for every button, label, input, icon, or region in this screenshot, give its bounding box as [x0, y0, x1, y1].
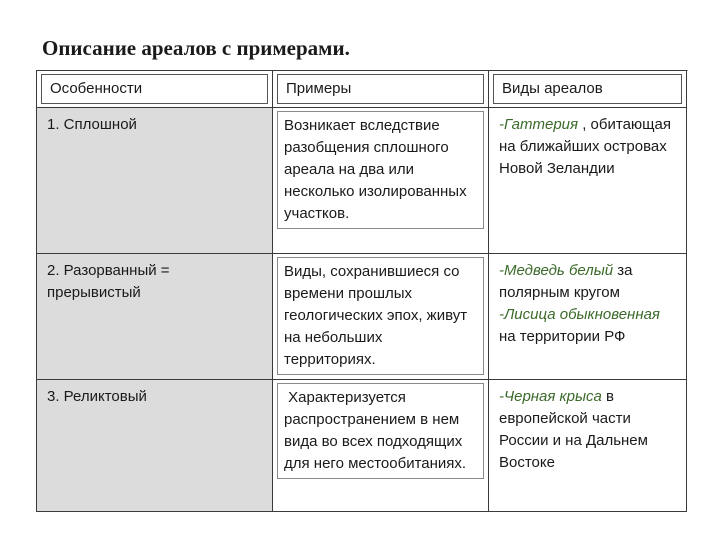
- feature-text: 2. Разорванный = прерывистый: [41, 257, 268, 307]
- species-range: в европейской части России и на Дальнем Востоке: [499, 388, 648, 471]
- feature-cell: [37, 254, 273, 380]
- species-name: Лисица обыкновенная: [504, 306, 660, 323]
- header-examples-label: Примеры: [277, 74, 484, 104]
- species-name: Черная крыса: [504, 388, 602, 405]
- example-cell: [273, 108, 489, 254]
- header-features-label: Особенности: [41, 74, 268, 104]
- types-text: [493, 383, 682, 477]
- types-text: [493, 111, 682, 183]
- example-cell: [273, 254, 489, 380]
- types-cell: [489, 380, 687, 512]
- table-row: [37, 108, 687, 254]
- species-dash: -: [499, 388, 504, 405]
- example-cell: [273, 380, 489, 512]
- species-dash: -: [499, 306, 504, 323]
- header-types: [489, 71, 687, 108]
- example-text: Возникает вследствие разобщения сплошного ареала на два или несколько изолированных участков.: [277, 111, 484, 229]
- feature-cell: [37, 108, 273, 254]
- species-dash: -: [499, 116, 504, 133]
- header-features: [37, 71, 273, 108]
- types-text: [493, 257, 682, 351]
- species-dash: -: [499, 262, 504, 279]
- species-entry: [499, 260, 676, 304]
- header-types-label: Виды ареалов: [493, 74, 682, 104]
- header-examples: [273, 71, 489, 108]
- types-cell: [489, 108, 687, 254]
- page-title: Описание ареалов с примерами.: [42, 36, 350, 60]
- types-cell: [489, 254, 687, 380]
- table-row: [37, 380, 687, 512]
- example-text: Виды, сохранившиеся со времени прошлых геологических эпох, живут на небольших территориях.: [277, 257, 484, 375]
- species-name: Гаттерия: [504, 116, 579, 133]
- feature-text: 1. Сплошной: [41, 111, 268, 139]
- table-row: [37, 254, 687, 380]
- species-range: за полярным кругом: [499, 262, 633, 301]
- species-range: , обитающая на ближайших островах Новой Зеландии: [499, 116, 671, 177]
- example-text: Характеризуется распространением в нем вида во всех подходящих для него местообитаниях.: [277, 383, 484, 479]
- feature-text: 3. Реликтовый: [41, 383, 268, 411]
- feature-cell: [37, 380, 273, 512]
- areas-table: [36, 70, 687, 512]
- species-range: на территории РФ: [499, 328, 626, 345]
- species-name: Медведь белый: [504, 262, 614, 279]
- species-entry: [499, 304, 676, 348]
- header-row: [37, 71, 687, 108]
